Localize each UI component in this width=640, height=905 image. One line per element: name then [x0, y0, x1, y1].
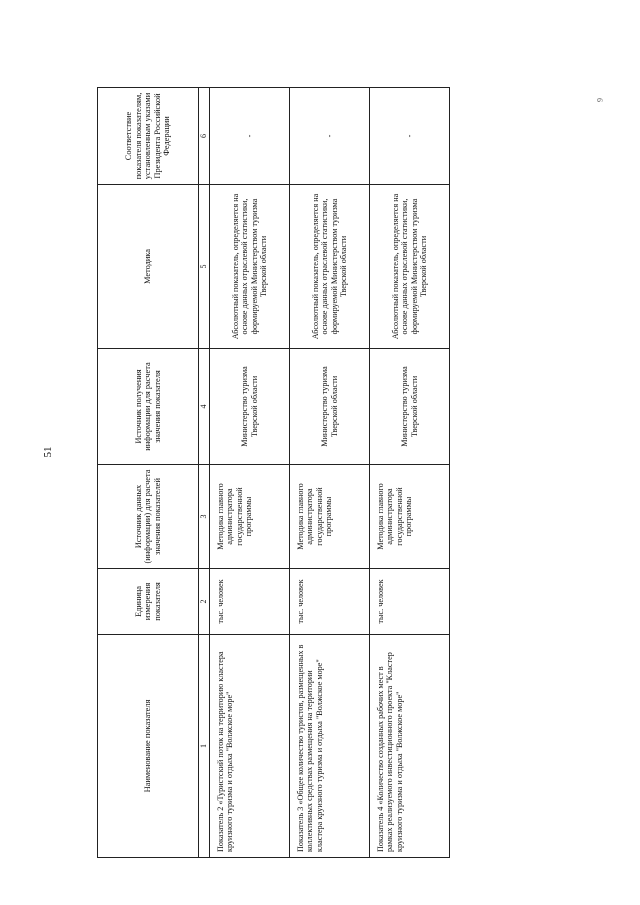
indicator-compliance: -: [370, 88, 450, 185]
indicator-method: Абсолютный показатель, определяется на основе данных отраслевой статистики, формируемой Министерством туризма Тверской области: [290, 185, 370, 349]
column-number: 2: [199, 569, 210, 635]
indicator-unit: тыс. человек: [370, 569, 450, 635]
indicator-data-source: Методика главного администратора государственной программы: [290, 465, 370, 569]
indicator-compliance: -: [210, 88, 290, 185]
indicator-info-source: Министерство туризма Тверской области: [370, 349, 450, 465]
header-unit: Единица измерения показателя: [98, 569, 199, 635]
indicator-name: Показатель 2 «Туристский поток на территорию кластера круизного туризма и отдыха "Волжское море": [210, 635, 290, 858]
column-number: 3: [199, 465, 210, 569]
margin-mark: 9: [595, 98, 605, 102]
header-row: [98, 88, 199, 858]
indicator-info-source: Министерство туризма Тверской области: [290, 349, 370, 465]
indicator-unit: тыс. человек: [210, 569, 290, 635]
indicator-info-source: Министерство туризма Тверской области: [210, 349, 290, 465]
indicator-method: Абсолютный показатель, определяется на основе данных отраслевой статистики, формируемой Министерством туризма Тверской области: [210, 185, 290, 349]
indicator-data-source: Методика главного администратора государственной программы: [370, 465, 450, 569]
column-number: 4: [199, 349, 210, 465]
column-number: 5: [199, 185, 210, 349]
page-number: 51: [42, 446, 54, 458]
indicator-table: [97, 87, 450, 858]
column-number: 1: [199, 635, 210, 858]
indicator-table-wrapper: [97, 88, 450, 858]
column-number: 6: [199, 88, 210, 185]
table-row: [370, 88, 450, 858]
header-info-source: Источник получения информации для расчета значения показателя: [98, 349, 199, 465]
table-row: [210, 88, 290, 858]
header-method: Методика: [98, 185, 199, 349]
header-compliance: Соответствие показателя показателям, установленным указами Президента Российской Федерации: [98, 88, 199, 185]
table-row: [290, 88, 370, 858]
indicator-name: Показатель 3 «Общее количество туристов, размещенных в коллективных средствах размещения на территории кластера круизного туризма и отдыха "Волжское море": [290, 635, 370, 858]
header-indicator-name: Наименование показателя: [98, 635, 199, 858]
indicator-compliance: -: [290, 88, 370, 185]
indicator-data-source: Методика главного администратора государственной программы: [210, 465, 290, 569]
indicator-method: Абсолютный показатель, определяется на основе данных отраслевой статистики, формируемой Министерством туризма Тверской области: [370, 185, 450, 349]
header-data-source: Источник данных (информации) для расчета значения показателей: [98, 465, 199, 569]
indicator-unit: тыс. человек: [290, 569, 370, 635]
indicator-name: Показатель 4 «Количество созданных рабочих мест в рамках реализуемого инвестиционного проекта "Кластер круизного туризма и отдыха "Волжское море": [370, 635, 450, 858]
column-number-row: [199, 88, 210, 858]
